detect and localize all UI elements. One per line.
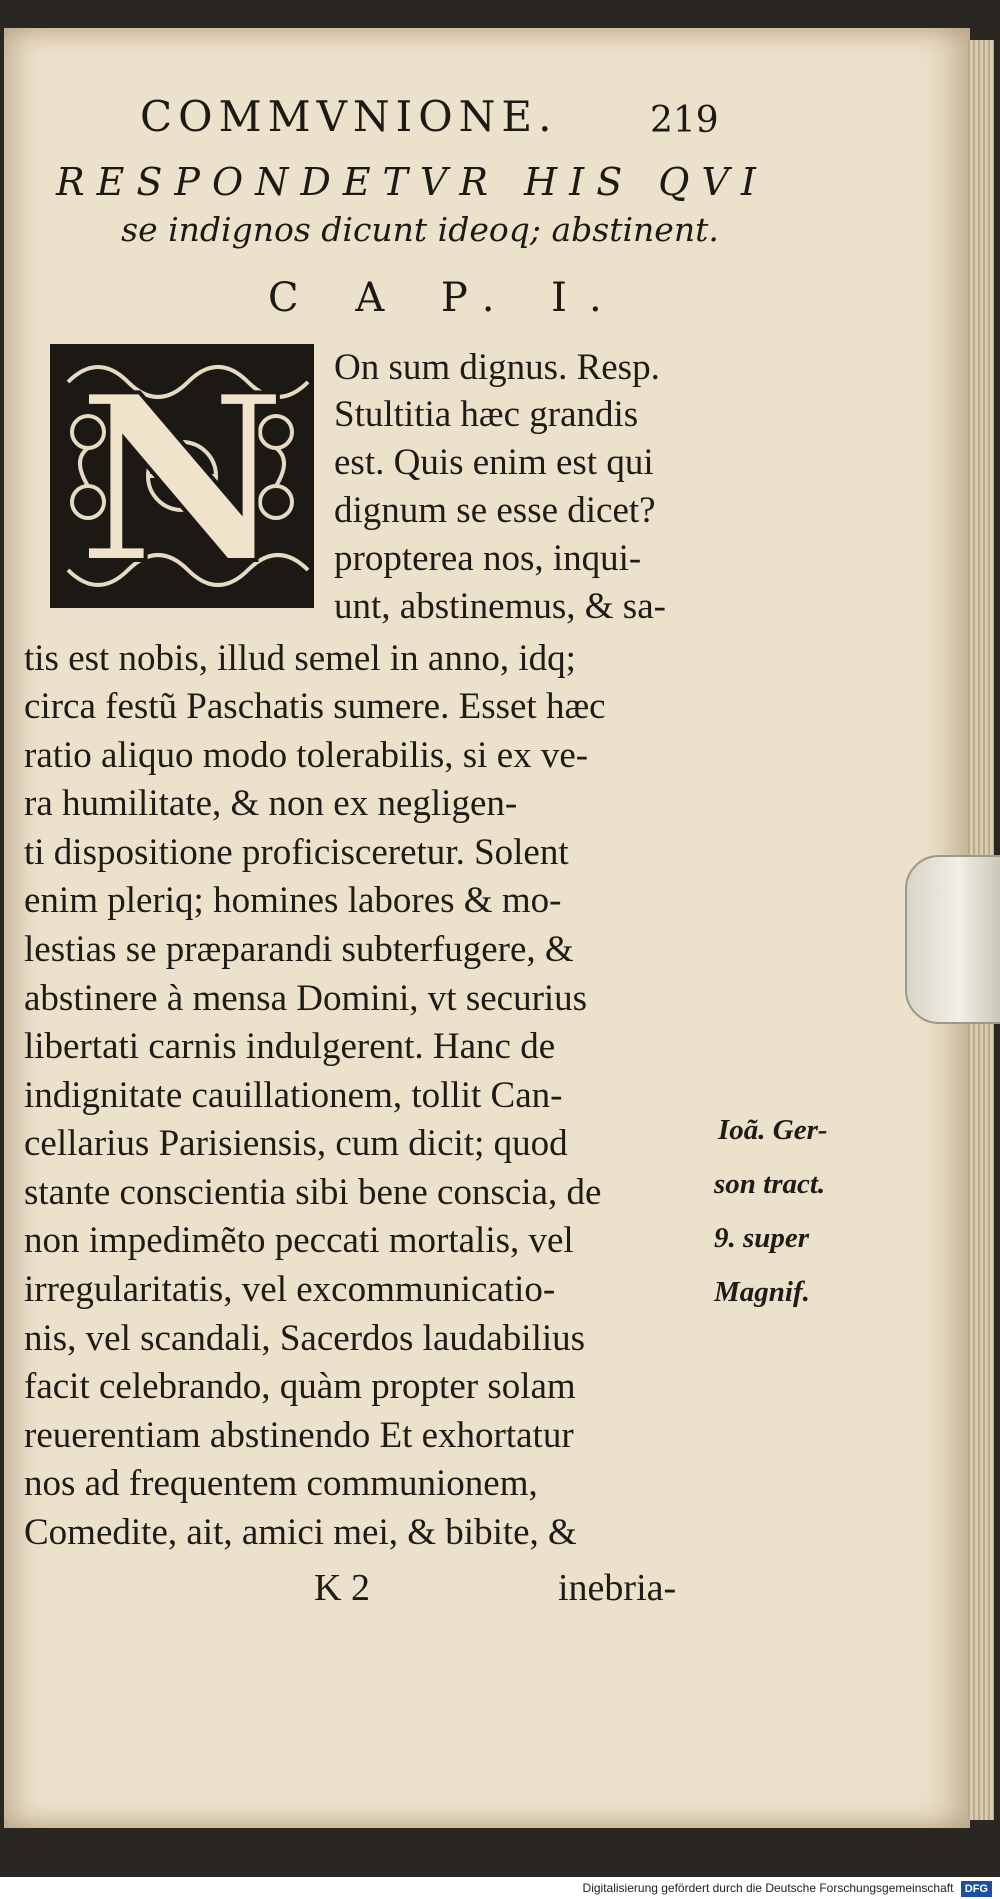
dfg-logo: DFG [961, 1881, 992, 1897]
body-line: est. Quis enim est qui [334, 442, 654, 483]
signature-mark: K 2 [314, 1567, 370, 1609]
body-line: non impedimẽto peccati mortalis, vel [24, 1220, 574, 1261]
svg-text:N: N [76, 345, 288, 610]
body-line: ratio aliquo modo tolerabilis, si ex ve- [24, 735, 589, 776]
body-line: indignitate cauillationem, tollit Can- [24, 1075, 563, 1116]
body-line: unt, abstinemus, & sa- [334, 586, 666, 627]
body-line: nis, vel scandali, Sacerdos laudabilius [24, 1318, 586, 1359]
body-line: facit celebrando, quàm propter solam [24, 1366, 576, 1407]
body-line: dignum se esse dicet? [334, 490, 656, 531]
body-line: stante conscientia sibi bene conscia, de [24, 1172, 602, 1213]
page-number: 219 [650, 100, 719, 141]
body-line: enim pleriq; homines labores & mo- [24, 880, 562, 921]
catchword: inebria- [558, 1567, 677, 1609]
body-line: Comedite, ait, amici mei, & bibite, & [24, 1512, 577, 1553]
body-line: nos ad frequentem communionem, [24, 1463, 538, 1504]
decorated-initial-n [48, 342, 316, 610]
body-line: Stultitia hæc grandis [334, 394, 639, 435]
margin-note-line: 9. super [714, 1222, 810, 1254]
body-line: abstinere à mensa Domini, vt securius [24, 978, 588, 1019]
body-line: ti dispositione proficisceretur. Solent [24, 832, 569, 873]
body-line: cellarius Parisiensis, cum dicit; quod [24, 1123, 568, 1164]
margin-note-line: Ioã. Ger- [718, 1114, 828, 1146]
body-line: irregularitatis, vel excommunicatio- [24, 1269, 556, 1310]
margin-note-line: Magnif. [714, 1276, 810, 1308]
body-line: propterea nos, inqui- [334, 538, 642, 579]
bookmark-tab [905, 855, 1000, 1024]
margin-note-line: son tract. [714, 1168, 826, 1200]
body-line: lestias se præparandi subterfugere, & [24, 929, 574, 970]
chapter-heading: C A P. I. [268, 275, 624, 321]
body-line: ra humilitate, & non ex negligen- [24, 783, 518, 824]
body-line: On sum dignus. Resp. [334, 347, 660, 388]
running-head: COMMVNIONE. [140, 92, 558, 141]
footer-credit: Digitalisierung gefördert durch die Deutsche Forschungsgemeinschaft [582, 1881, 954, 1895]
section-title-line1: RESPONDETVR HIS QVI [56, 160, 768, 204]
body-line: circa festũ Paschatis sumere. Esset hæc [24, 686, 606, 727]
body-line: libertati carnis indulgerent. Hanc de [24, 1026, 556, 1067]
section-title-line2: se indignos dicunt ideoq; abstinent. [121, 210, 719, 249]
digitization-footer [0, 1877, 1000, 1899]
body-line: tis est nobis, illud semel in anno, idq; [24, 638, 576, 679]
body-line: reuerentiam abstinendo Et exhortatur [24, 1415, 574, 1456]
